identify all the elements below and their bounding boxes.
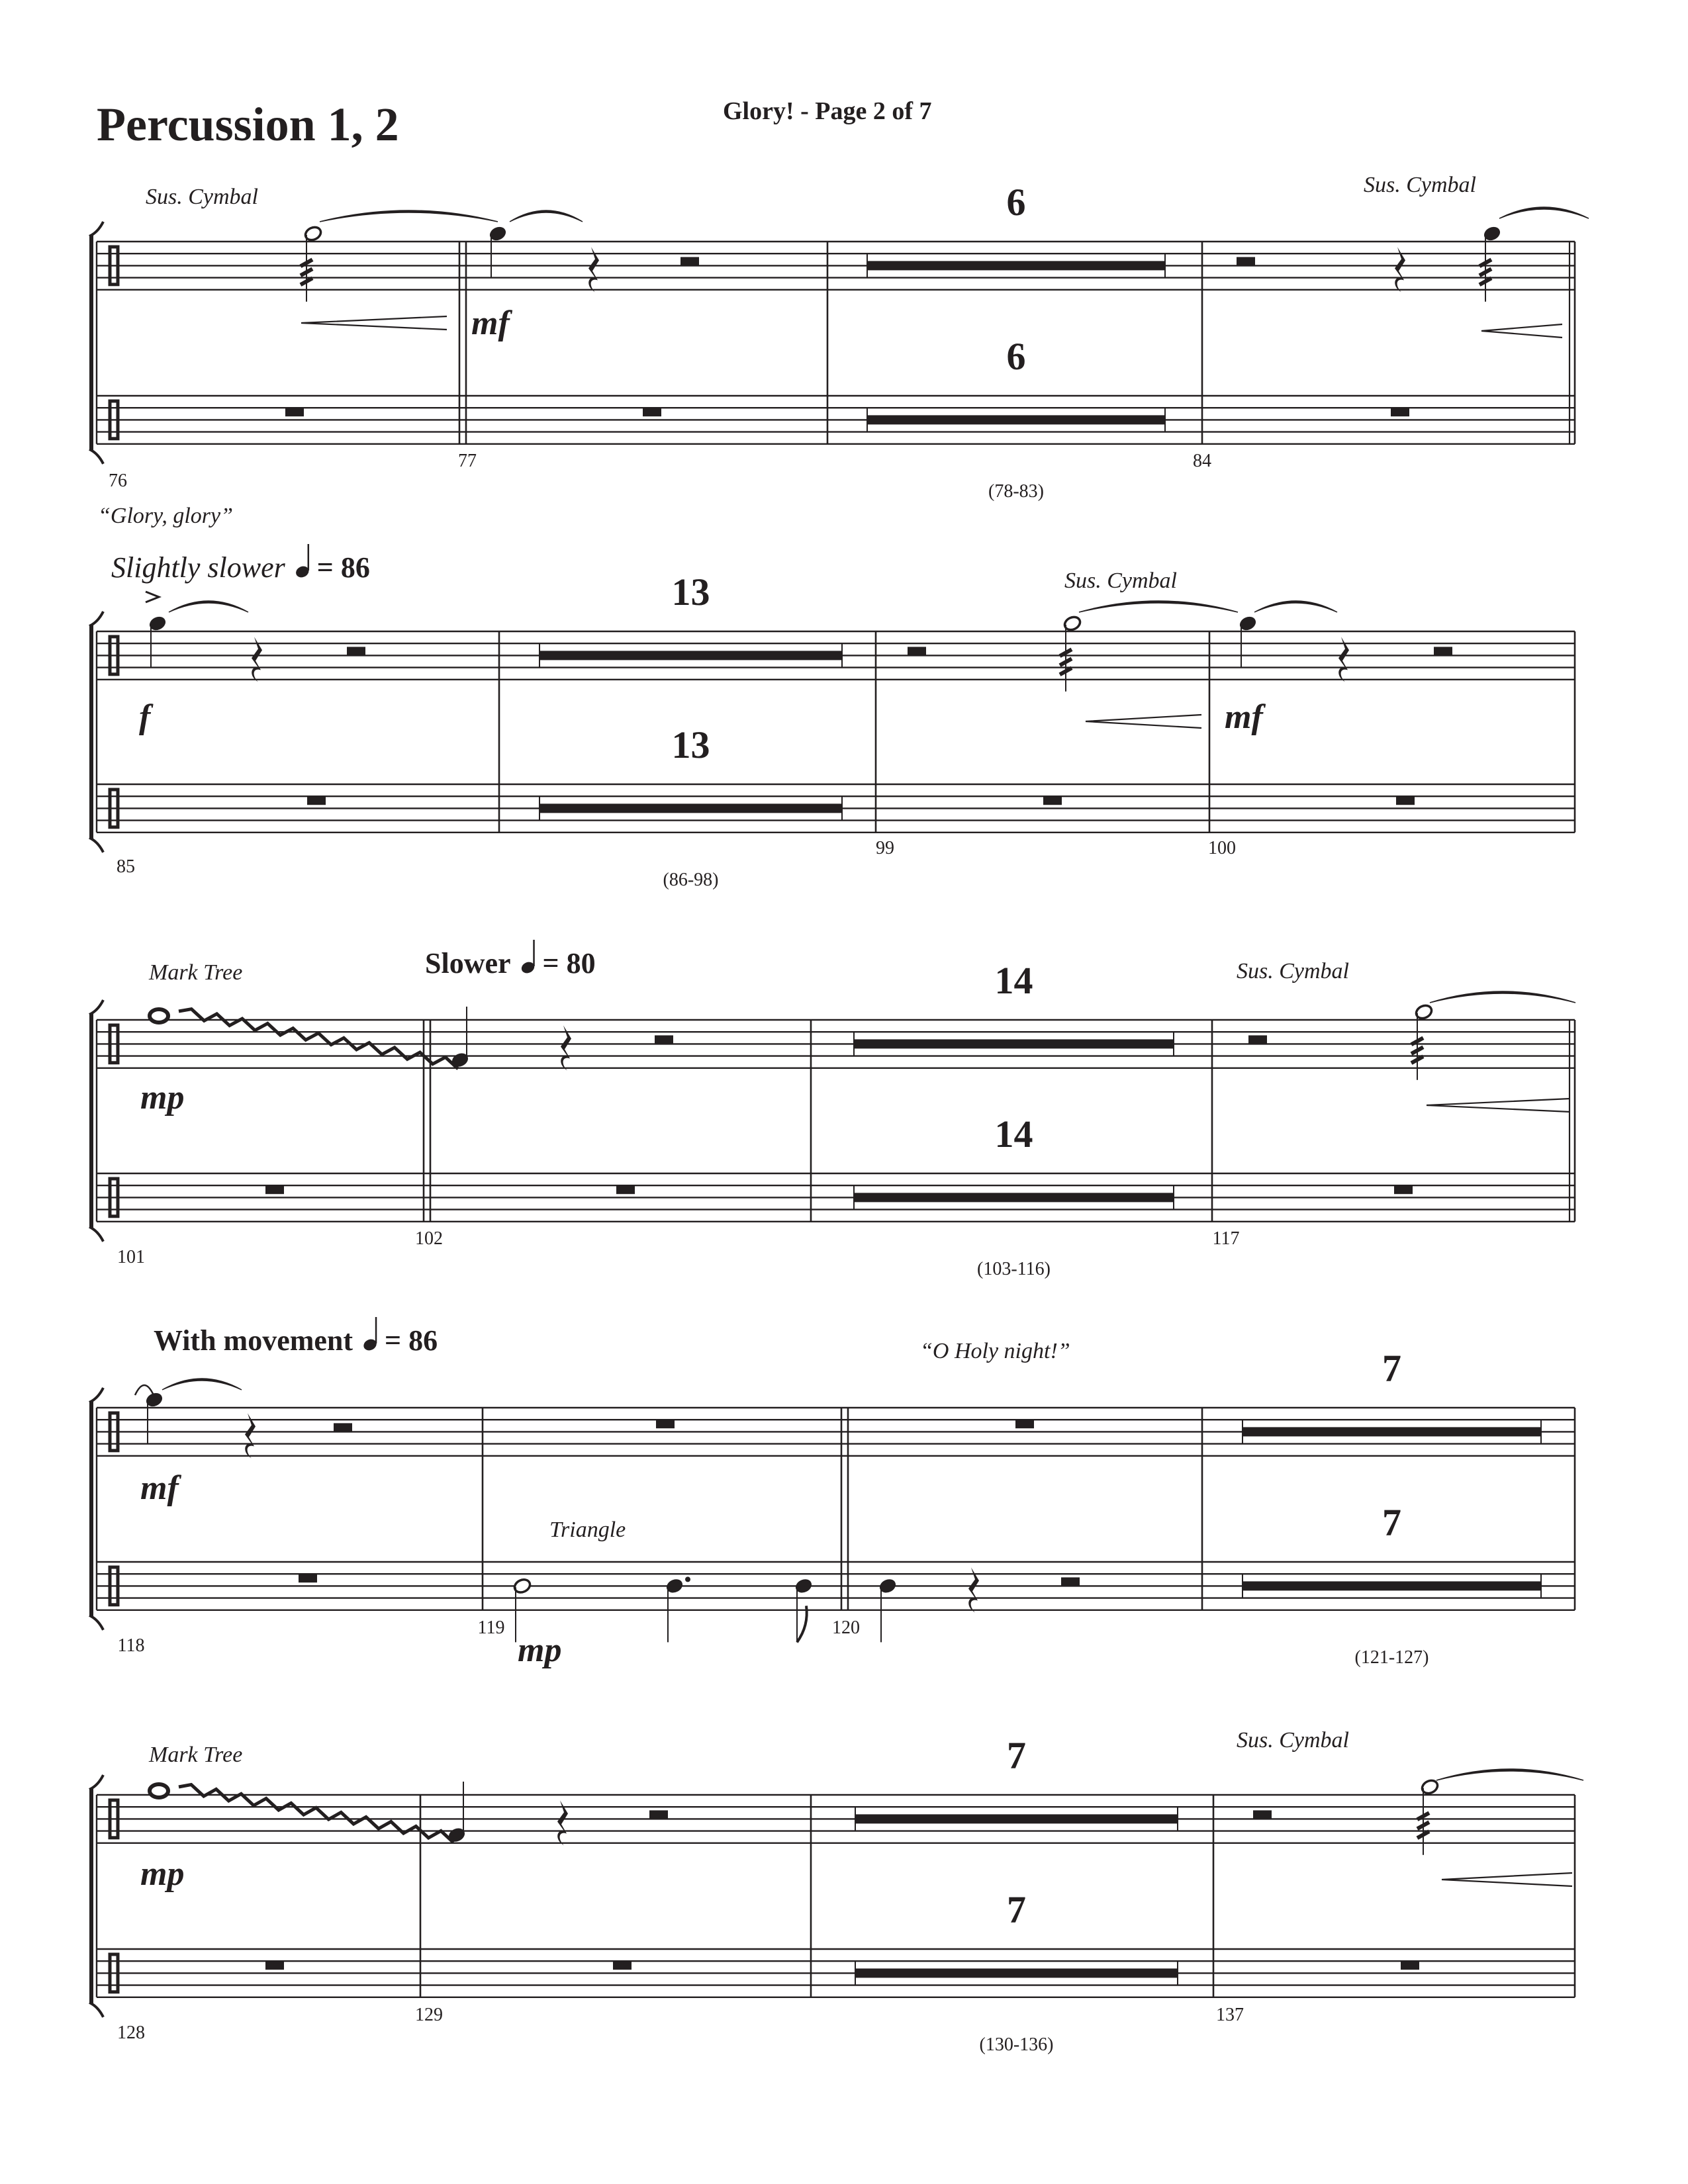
whole-rest-icon	[1401, 1961, 1419, 1970]
multi-measure-rest-bar	[867, 415, 1165, 424]
dynamic-marking: mp	[518, 1631, 562, 1669]
half-rest-icon	[649, 1810, 668, 1819]
half-rest-icon	[908, 647, 926, 655]
whole-rest-icon	[265, 1185, 284, 1194]
dynamic-marking: mf	[140, 1469, 179, 1507]
multi-measure-rest-bar	[855, 1968, 1178, 1978]
whole-rest-icon	[643, 408, 661, 416]
multi-rest-range: (103-116)	[977, 1258, 1051, 1279]
multi-measure-rest-bar	[539, 803, 842, 813]
multi-rest-count: 13	[671, 723, 710, 766]
dynamic-marking: mf	[1225, 698, 1263, 736]
multi-measure-rest-bar	[854, 1193, 1174, 1202]
multi-measure-rest-bar	[539, 651, 842, 660]
dot-icon	[685, 1576, 690, 1582]
tempo-bpm: = 86	[316, 551, 370, 584]
whole-rest-icon	[616, 1185, 635, 1194]
multi-rest-count: 7	[1382, 1501, 1401, 1544]
multi-measure-rest-bar	[1243, 1427, 1541, 1436]
instrument-label: Sus. Cymbal	[1237, 1728, 1349, 1752]
lyric-cue: “Glory, glory”	[98, 504, 234, 528]
half-rest-icon	[1237, 257, 1255, 265]
whole-note-icon	[150, 1784, 168, 1797]
instrument-label: Sus. Cymbal	[1364, 173, 1476, 197]
tempo-bpm: = 80	[542, 947, 596, 979]
whole-rest-icon	[299, 1574, 317, 1582]
measure-number: 102	[415, 1228, 443, 1249]
measure-number: 77	[458, 451, 477, 471]
whole-rest-icon	[307, 796, 326, 805]
half-rest-icon	[1253, 1810, 1272, 1819]
dynamic-marking: mp	[140, 1079, 185, 1116]
page-title: Glory! - Page 2 of 7	[723, 97, 932, 125]
tempo-bpm: = 86	[385, 1324, 438, 1357]
half-rest-icon	[334, 1423, 352, 1432]
multi-rest-range: (78-83)	[988, 480, 1044, 502]
whole-rest-icon	[265, 1961, 284, 1970]
measure-number: 120	[832, 1617, 860, 1638]
measure-number: 129	[415, 2005, 443, 2025]
measure-number: 117	[1212, 1228, 1240, 1249]
measure-number: 85	[117, 856, 135, 877]
instrument-label: Mark Tree	[149, 960, 243, 985]
tempo-text: Slower	[425, 947, 511, 979]
multi-rest-count: 14	[994, 959, 1033, 1002]
whole-rest-icon	[656, 1420, 675, 1428]
multi-measure-rest-bar	[854, 1039, 1174, 1048]
multi-rest-count: 13	[671, 570, 710, 614]
multi-measure-rest-bar	[1243, 1581, 1541, 1590]
instrument-label: Sus. Cymbal	[1064, 569, 1177, 593]
multi-rest-range: (121-127)	[1354, 1647, 1429, 1668]
tempo-text: Slightly slower	[111, 551, 285, 584]
multi-rest-count: 7	[1007, 1888, 1026, 1931]
multi-rest-count: 6	[1006, 181, 1026, 224]
whole-note-icon	[150, 1009, 168, 1023]
measure-number: 137	[1216, 2005, 1244, 2025]
instrument-label: Mark Tree	[149, 1743, 243, 1767]
measure-number: 100	[1208, 838, 1236, 858]
dynamic-marking: mf	[471, 304, 510, 342]
instrument-label: Sus. Cymbal	[1237, 959, 1349, 983]
half-rest-icon	[1061, 1577, 1080, 1586]
measure-number: 99	[876, 838, 894, 858]
multi-rest-range: (130-136)	[979, 2034, 1054, 2055]
whole-rest-icon	[1043, 796, 1062, 805]
part-title: Percussion 1, 2	[97, 98, 399, 151]
instrument-label: Sus. Cymbal	[146, 185, 258, 209]
multi-rest-count: 7	[1382, 1347, 1401, 1390]
half-rest-icon	[655, 1035, 673, 1044]
half-rest-icon	[347, 647, 365, 655]
whole-rest-icon	[1394, 1185, 1413, 1194]
multi-measure-rest-bar	[867, 261, 1165, 270]
measure-number: 119	[477, 1617, 505, 1638]
tempo-text: With movement	[154, 1324, 353, 1357]
measure-number: 118	[117, 1635, 145, 1656]
multi-measure-rest-bar	[855, 1814, 1178, 1823]
dynamic-marking: mp	[140, 1855, 185, 1893]
whole-rest-icon	[613, 1961, 632, 1970]
half-rest-icon	[1248, 1035, 1267, 1044]
half-rest-icon	[1434, 647, 1452, 655]
whole-rest-icon	[1015, 1420, 1034, 1428]
multi-rest-count: 6	[1006, 335, 1026, 378]
whole-rest-icon	[1396, 796, 1415, 805]
whole-rest-icon	[285, 408, 304, 416]
instrument-label: Triangle	[549, 1518, 626, 1542]
multi-rest-count: 7	[1007, 1734, 1026, 1777]
dynamic-marking: f	[139, 698, 151, 736]
whole-rest-icon	[1391, 408, 1409, 416]
measure-number: 101	[117, 1247, 145, 1267]
multi-rest-count: 14	[994, 1113, 1033, 1156]
lyric-cue: “O Holy night!”	[920, 1339, 1070, 1363]
multi-rest-range: (86-98)	[663, 869, 719, 890]
half-rest-icon	[680, 257, 699, 265]
measure-number: 76	[109, 471, 127, 491]
measure-number: 128	[117, 2023, 145, 2043]
measure-number: 84	[1193, 451, 1211, 471]
